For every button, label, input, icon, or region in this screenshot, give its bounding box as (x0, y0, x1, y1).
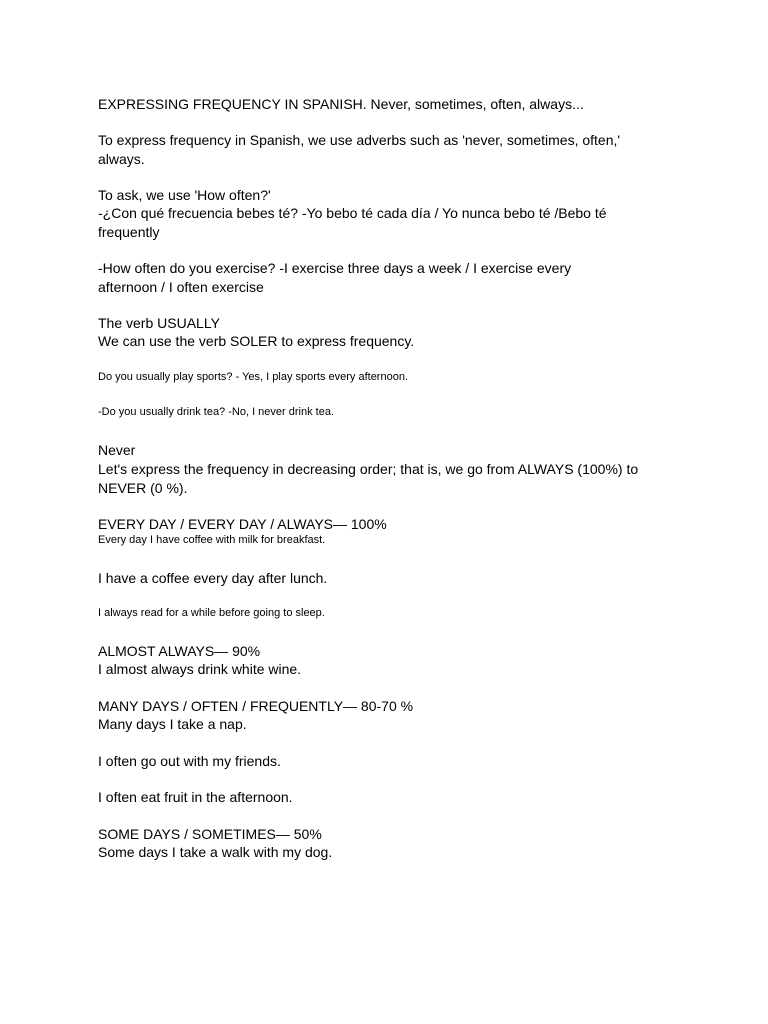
always-heading: EVERY DAY / EVERY DAY / ALWAYS— 100% (98, 516, 387, 532)
ask-line: To ask, we use 'How often?' (98, 187, 271, 203)
often-example-3: I often eat fruit in the afternoon. (98, 789, 293, 805)
almost-always-heading: ALMOST ALWAYS— 90% (98, 643, 261, 659)
example-2-line-1: -How often do you exercise? -I exercise three days a week / I exercise every (98, 260, 572, 276)
verb-heading: The verb USUALLY (98, 315, 220, 331)
always-example-1: Every day I have coffee with milk for breakfast. (98, 534, 326, 546)
sometimes-heading: SOME DAYS / SOMETIMES— 50% (98, 826, 322, 842)
example-2-line-2: afternoon / I often exercise (98, 279, 264, 295)
example-1-line-1: -¿Con qué frecuencia bebes té? -Yo bebo té cada día / Yo nunca bebo té /Bebo té (98, 205, 607, 221)
often-example-1: Many days I take a nap. (98, 716, 247, 732)
sometimes-example: Some days I take a walk with my dog. (98, 844, 333, 860)
never-text-line-2: NEVER (0 %). (98, 480, 188, 496)
often-example-2: I often go out with my friends. (98, 753, 281, 769)
always-example-2: I have a coffee every day after lunch. (98, 570, 328, 586)
intro-line-2: always. (98, 151, 145, 167)
example-1-line-2: frequently (98, 224, 160, 240)
verb-example-1: Do you usually play sports? - Yes, I play sports every afternoon. (98, 371, 408, 383)
never-heading: Never (98, 442, 136, 458)
document-title: EXPRESSING FREQUENCY IN SPANISH. Never, sometimes, often, always... (98, 96, 584, 112)
often-heading: MANY DAYS / OFTEN / FREQUENTLY— 80-70 % (98, 698, 414, 714)
intro-line-1: To express frequency in Spanish, we use adverbs such as 'never, sometimes, often,' (98, 132, 621, 148)
always-example-3: I always read for a while before going to sleep. (98, 607, 325, 619)
verb-example-2: -Do you usually drink tea? -No, I never drink tea. (98, 406, 335, 418)
verb-text: We can use the verb SOLER to express frequency. (98, 333, 415, 349)
never-text-line-1: Let's express the frequency in decreasing order; that is, we go from ALWAYS (100%) to (98, 461, 639, 477)
almost-always-example: I almost always drink white wine. (98, 661, 302, 677)
